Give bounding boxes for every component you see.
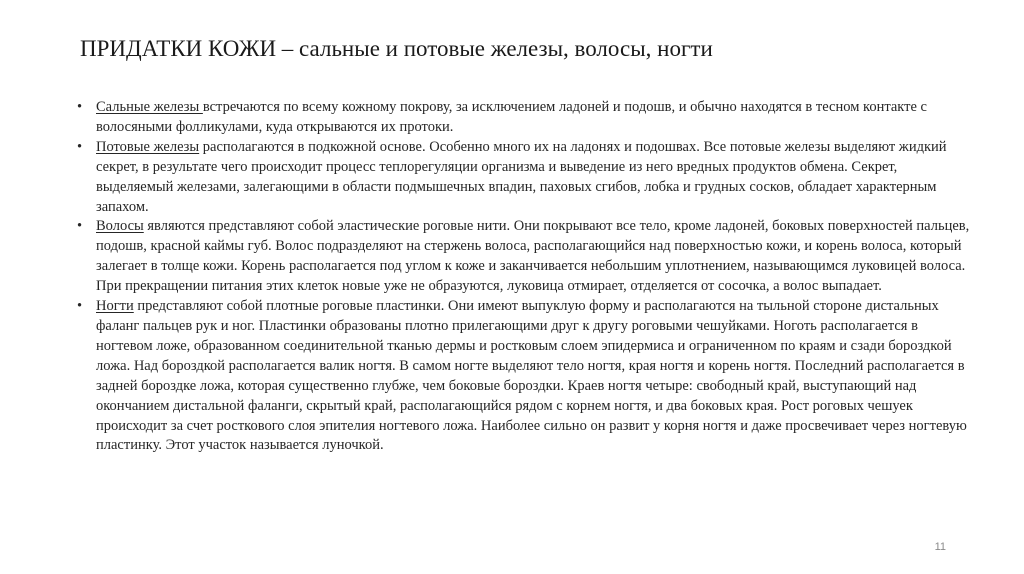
bullet-icon: •: [77, 298, 83, 315]
bullet-icon: •: [77, 218, 83, 235]
description-nails: представляют собой плотные роговые пластинки. Они имеют выпуклую форму и располагаются на тыльной стороне дистальных фаланг пальцев рук и ног. Пластинки образованы плотно прилегающими друг к другу роговыми чешуйками. Ноготь располагается в ногтевом ложе, образованном соединительной тканью дермы и ростковым слоем эпидермиса и ограниченном по краям и сзади бороздкой ложа. Над бороздкой располагается валик ногтя. В самом ногте выделяют тело ногтя, края ногтя и корень ногтя. Последний располагается в задней бороздке ложа, которая существенно глубже, чем боковые бороздки. Краев ногтя четыре: свободный край, выступающий над окончанием дистальной фаланги, скрытый край, располагающийся рядом с корнем ногтя, и два боковых края. Рост роговых чешуек происходит за счет росткового слоя эпителия ногтевого ложа. Наиболее сильно он развит у корня ногтя и даже просвечивает через ногтевую пластинку. Этот участок называется луночкой.: [96, 298, 967, 454]
page-number: 11: [934, 541, 946, 553]
slide-title: ПРИДАТКИ КОЖИ – сальные и потовые железы, волосы, ногти: [80, 36, 713, 61]
term-hair: Волосы: [96, 218, 144, 235]
bullet-icon: •: [77, 99, 83, 115]
description-sweat-glands: располагаются в подкожной основе. Особенно много их на ладонях и подошвах. Все потовые железы выделяют жидкий секрет, в результате чего происходит процесс теплорегуляции организма и выведение из него вредных продуктов обмена. Секрет, выделяемый железами, залегающими в области подмышечных впадин, паховых сгибов, лобка и грудных сосков, обладает характерным запахом.: [96, 138, 947, 215]
list-item-sweat-glands: [75, 138, 975, 218]
list-item-sebaceous-glands: [75, 98, 975, 138]
description-hair: являются представляют собой эластические роговые нити. Они покрывают все тело, кроме ладоней, боковых поверхностей пальцев, подошв, красной каймы губ. Волос подразделяют на стержень волоса, располагающийся над поверхностью кожи, и корень волоса, который залегает в толще кожи. Корень располагается под углом к коже и заканчивается небольшим уплотнением, называющимся луковицей волоса. При прекращении питания этих клеток новые уже не образуются, луковица отмирает, отделяется от сосочка, а волос выпадает.: [96, 218, 970, 295]
list-item-hair: [75, 217, 975, 297]
term-sebaceous-glands: Сальные железы: [96, 99, 203, 115]
term-sweat-glands: Потовые железы: [96, 138, 200, 155]
term-nails: Ногти: [96, 298, 134, 315]
bullet-list: [75, 98, 975, 456]
description-sebaceous-glands: встречаются по всему кожному покрову, за исключением ладоней и подошв, и обычно находятся в тесном контакте с волосяными фолликулами, куда открываются их протоки.: [96, 99, 927, 135]
list-item-nails: [75, 297, 975, 456]
bullet-icon: •: [77, 138, 83, 155]
